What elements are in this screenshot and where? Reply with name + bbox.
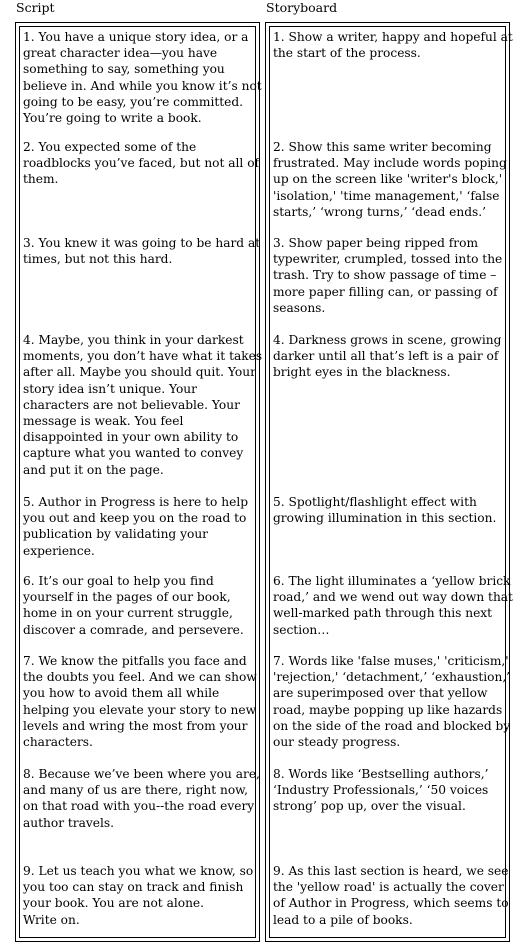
storyboard-paragraph-5 xyxy=(273,494,501,526)
script-line: 2. You expected some of the xyxy=(23,140,197,154)
storyboard-line: 'rejection,' ‘detachment,’ ‘exhaustion,’ xyxy=(273,670,511,685)
script-line: 6. It’s our goal to help you find xyxy=(23,574,214,588)
storyboard-line: section… xyxy=(273,622,330,637)
script-line: your book. You are not alone. xyxy=(23,896,205,911)
script-line: something to say, something you xyxy=(23,62,225,77)
script-line: times, but not this hard. xyxy=(23,252,173,267)
storyboard-line: up on the screen like 'writer's block,' xyxy=(273,172,503,187)
storyboard-line: well-marked path through this next xyxy=(273,606,493,621)
script-line: characters are not believable. Your xyxy=(23,397,240,412)
script-paragraph-3 xyxy=(23,235,261,267)
storyboard-line: our steady progress. xyxy=(273,735,401,750)
script-line: 1. You have a unique story idea, or a xyxy=(23,30,249,44)
script-line: the doubts you feel. And we can show xyxy=(23,670,257,685)
script-line: great character idea—you have xyxy=(23,46,218,61)
script-line: 3. You knew it was going to be hard at xyxy=(23,236,261,250)
script-column xyxy=(15,0,263,927)
storyboard-line: road,’ and we wend out way down that xyxy=(273,590,513,605)
script-cell xyxy=(19,26,263,938)
storyboard-line: the 'yellow road' is actually the cover xyxy=(273,880,504,895)
script-header: Script xyxy=(16,0,55,15)
storyboard-frame xyxy=(265,22,513,942)
storyboard-paragraph-7 xyxy=(273,653,511,750)
script-line: story idea isn’t unique. Your xyxy=(23,381,197,396)
storyboard-line: frustrated. May include words poping xyxy=(273,156,507,171)
script-line: on that road with you--the road every xyxy=(23,799,255,814)
script-line: levels and wring the most from your xyxy=(23,718,248,733)
script-paragraph-5 xyxy=(23,494,251,559)
script-closing: Write on. xyxy=(23,913,80,927)
script-line: them. xyxy=(23,172,59,187)
script-line: yourself in the pages of our book, xyxy=(23,590,231,605)
script-line: experience. xyxy=(23,543,95,558)
script-line: You’re going to write a book. xyxy=(23,111,202,126)
storyboard-paragraph-3 xyxy=(273,235,501,316)
script-line: roadblocks you’ve faced, but not all of xyxy=(23,156,260,171)
script-line: and many of us are there, right now, xyxy=(23,783,249,798)
storyboard-line: 6. The light illuminates a ‘yellow brick xyxy=(273,574,511,588)
storyboard-line: road, maybe popping up like hazards xyxy=(273,702,503,717)
script-line: discover a comrade, and persevere. xyxy=(23,622,244,637)
storyboard-paragraph-2 xyxy=(273,139,507,220)
script-paragraph-7 xyxy=(23,653,257,750)
script-line: message is weak. You feel xyxy=(23,414,184,429)
storyboard-line: 1. Show a writer, happy and hopeful at xyxy=(273,30,513,44)
script-line: moments, you don’t have what it takes xyxy=(23,349,263,364)
storyboard-line: more paper filling can, or passing of xyxy=(273,284,498,299)
storyboard-line: strong’ pop up, over the visual. xyxy=(273,799,466,814)
storyboard-line: bright eyes in the blackness. xyxy=(273,365,451,380)
storyboard-line: 7. Words like 'false muses,' 'criticism,' xyxy=(273,654,509,668)
storyboard-line: 2. Show this same writer becoming xyxy=(273,140,492,154)
script-line: going to be easy, you’re committed. xyxy=(23,94,244,109)
storyboard-line: trash. Try to show passage of time – xyxy=(273,268,497,283)
storyboard-paragraph-4 xyxy=(273,332,501,381)
storyboard-line: growing illumination in this section. xyxy=(273,511,497,526)
storyboard-line: 9. As this last section is heard, we see xyxy=(273,864,509,878)
script-line: author travels. xyxy=(23,815,115,830)
script-paragraph-9 xyxy=(23,863,254,912)
script-line: 7. We know the pitfalls you face and xyxy=(23,654,247,668)
script-line: 5. Author in Progress is here to help xyxy=(23,495,249,509)
script-line: disappointed in your own ability to xyxy=(23,430,239,445)
storyboard-line: 3. Show paper being ripped from xyxy=(273,236,479,250)
script-line: helping you elevate your story to new xyxy=(23,702,257,717)
script-frame xyxy=(15,22,263,942)
script-line: 9. Let us teach you what we know, so xyxy=(23,864,254,878)
script-line: publication by validating your xyxy=(23,527,208,542)
script-line: 4. Maybe, you think in your darkest xyxy=(23,333,244,347)
script-line: home in on your current struggle, xyxy=(23,606,233,621)
storyboard-line: 4. Darkness grows in scene, growing xyxy=(273,333,502,347)
storyboard-paragraph-6 xyxy=(273,573,513,638)
script-line: capture what you wanted to convey xyxy=(23,446,244,461)
storyboard-line: are superimposed over that yellow xyxy=(273,686,488,701)
storyboard-line: seasons. xyxy=(273,300,326,315)
script-paragraph-6 xyxy=(23,573,251,638)
storyboard-line: 8. Words like ‘Bestselling authors,’ xyxy=(273,767,489,781)
script-line: and put it on the page. xyxy=(23,462,164,477)
storyboard-line: the start of the process. xyxy=(273,46,421,61)
script-paragraph-8 xyxy=(23,766,260,831)
script-line: you too can stay on track and finish xyxy=(23,880,244,895)
storyboard-line: ‘Industry Professionals,’ ‘50 voices xyxy=(273,783,489,798)
script-paragraph-2 xyxy=(23,139,260,188)
storyboard-line: darker until all that’s left is a pair of xyxy=(273,349,499,364)
script-paragraph-1 xyxy=(23,29,262,126)
storyboard-line: 5. Spotlight/flashlight effect with xyxy=(273,495,477,509)
storyboard-column xyxy=(265,0,513,927)
storyboard-header: Storyboard xyxy=(266,0,338,15)
script-line: characters. xyxy=(23,735,93,750)
storyboard-line: 'isolation,' 'time management,' ‘false xyxy=(273,188,500,203)
storyboard-paragraph-8 xyxy=(273,766,501,815)
storyboard-line: typewriter, crumpled, tossed into the xyxy=(273,252,503,267)
storyboard-paragraph-1 xyxy=(273,29,513,61)
script-paragraph-4 xyxy=(23,332,263,478)
storyboard-line: starts,’ ‘wrong turns,’ ‘dead ends.’ xyxy=(273,204,487,219)
storyboard-line: of Author in Progress, which seems to xyxy=(273,896,509,911)
script-line: you how to avoid them all while xyxy=(23,686,220,701)
storyboard-cell xyxy=(269,26,513,938)
storyboard-paragraph-9 xyxy=(273,863,509,928)
script-line: 8. Because we’ve been where you are, xyxy=(23,767,260,781)
script-line: after all. Maybe you should quit. Your xyxy=(23,365,256,380)
script-line: you out and keep you on the road to xyxy=(23,511,247,526)
storyboard-line: on the side of the road and blocked by xyxy=(273,718,511,733)
script-line: believe in. And while you know it’s not xyxy=(23,78,262,93)
storyboard-line: lead to a pile of books. xyxy=(273,912,413,927)
